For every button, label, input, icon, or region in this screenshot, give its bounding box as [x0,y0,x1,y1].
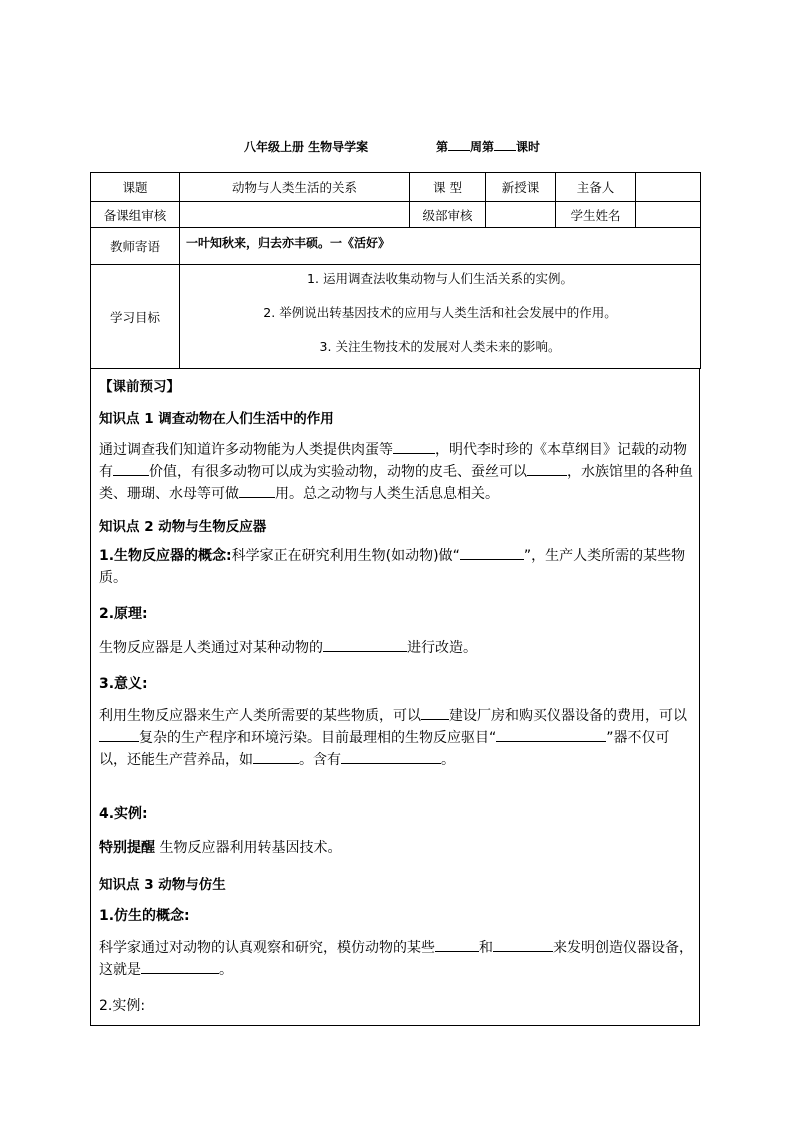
text-run: ，水族馆里的各种鱼类、珊瑚、水母等可做 [99,464,693,502]
fill-blank [527,461,567,476]
lesson-info-table [90,172,701,369]
text-run: 建设厂房和购买仪器设备的费用，可以 [449,708,687,724]
k2-meaning-label: 3.意义: [99,676,148,692]
learning-goals-label: 学习目标 [91,265,180,369]
k2-concept [99,545,693,589]
lead-label: 主备人 [556,173,636,202]
fill-blank [393,439,435,454]
preview-heading: 【课前预习】 [99,379,180,395]
group-review-label: 备课组审核 [91,202,180,228]
fill-blank [496,727,606,742]
fill-blank [435,937,479,952]
week-suffix: 课时 [516,140,541,154]
fill-blank [99,727,139,742]
text-run: ”，生产人类所需的某些物质。 [99,548,686,586]
teacher-message-label: 教师寄语 [91,228,180,265]
text-run: 科学家通过对动物的认真观察和研究，模仿动物的某些 [99,940,435,956]
text-run: 和 [479,940,493,956]
k3-concept-label: 1.仿生的概念: [99,908,190,924]
topic-label: 课题 [91,173,180,202]
text-run: 科学家正在研究利用生物(如动物)做“ [231,548,460,564]
text-run: 。含有 [299,752,341,768]
fill-blank [253,749,299,764]
table-row [91,202,701,228]
text-run: 通过调查我们知道许多动物能为人类提供肉蛋等 [99,442,393,458]
topic-value: 动物与人类生活的关系 [180,173,410,202]
fill-blank [460,545,524,560]
tip-text: 生物反应器利用转基因技术。 [155,840,342,856]
text-run: ，明代李时珍的《本草纲目》记载的动物有 [99,442,687,480]
fill-blank [341,749,441,764]
fill-blank [239,483,275,498]
lead-value [636,173,701,202]
text-run: 用。总之动物与人类生活息息相关。 [275,486,499,502]
text-run: 。 [441,752,455,768]
concept-label: 1.生物反应器的概念: [99,548,232,564]
student-name-value [636,202,701,228]
fill-blank [493,937,553,952]
fill-blank [141,959,219,974]
fill-blank [421,705,449,720]
k3-title: 知识点 3 动物与仿生 [99,877,226,893]
teacher-message-value: 一叶知秋来，归去亦丰硕。一《活好》 [180,228,701,265]
lesson-blank [494,138,516,151]
text-run: 复杂的生产程序和环境污染。目前最理相的生物反应驱目“ [139,730,497,746]
fill-blank [113,461,149,476]
week-prefix: 第 [436,140,449,154]
type-value: 新授课 [486,173,556,202]
k2-principle-text [99,637,693,659]
learning-goals-list [180,265,701,369]
content-box [90,369,700,1026]
text-run: 来发明创造仪器设备，这就是 [99,940,693,978]
week-blank [448,138,470,151]
header-title: 八年级上册 生物导学案 [244,140,369,154]
text-run: 生物反应器是人类通过对某种动物的 [99,640,323,656]
k2-meaning-text [99,705,693,771]
k3-concept-text [99,937,693,981]
k3-example-label: 2.实例: [99,998,146,1014]
k2-tip [99,837,693,859]
table-row [91,265,701,369]
grade-review-label: 级部审核 [410,202,486,228]
tip-label: 特别提醒 [99,840,155,856]
week-lesson-line [436,138,540,155]
k1-paragraph [99,439,693,505]
page-header [0,138,794,154]
text-run: 。 [219,962,233,978]
text-run: 利用生物反应器来生产人类所需要的某些物质，可以 [99,708,421,724]
grade-review-value [486,202,556,228]
text-run: ”器不仅可以，还能生产营养品，如 [99,730,670,768]
text-run: 价值，有很多动物可以成为实验动物，动物的皮毛、蚕丝可以 [149,464,527,480]
text-run: 进行改造。 [407,640,477,656]
k1-title: 知识点 1 调查动物在人们生活中的作用 [99,411,334,427]
k2-example-label: 4.实例: [99,806,148,822]
group-review-value [180,202,410,228]
student-name-label: 学生姓名 [556,202,636,228]
k2-principle-label: 2.原理: [99,606,148,622]
type-label: 课 型 [410,173,486,202]
table-row [91,228,701,265]
goal-item: 1. 运用调查法收集动物与人们生活关系的实例。 [307,270,573,286]
fill-blank [323,637,407,652]
k2-title: 知识点 2 动物与生物反应器 [99,519,267,535]
goal-item: 3. 关注生物技术的发展对人类未来的影响。 [319,338,561,354]
goal-item: 2. 举例说出转基因技术的应用与人类生活和社会发展中的作用。 [263,304,617,320]
table-row [91,173,701,202]
week-mid: 周第 [470,140,495,154]
